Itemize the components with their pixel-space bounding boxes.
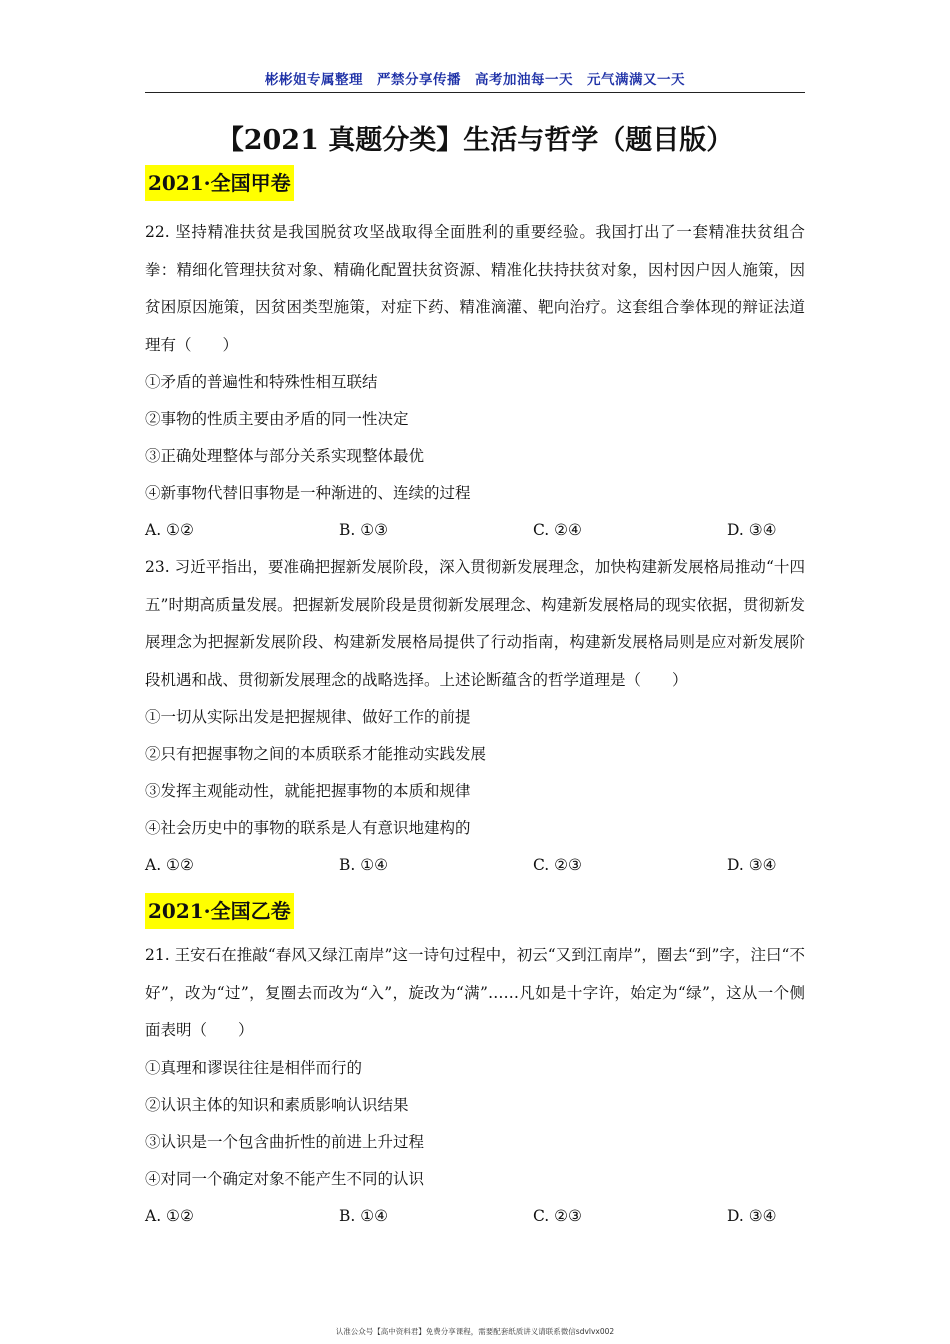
question-option: ④社会历史中的事物的联系是人有意识地建构的 bbox=[145, 819, 471, 837]
page-title: 【2021 真题分类】生活与哲学（题目版） bbox=[216, 125, 734, 156]
question-option: ④对同一个确定对象不能产生不同的认识 bbox=[145, 1169, 425, 1188]
question-option: ①真理和谬误往往是相伴而行的 bbox=[145, 1058, 363, 1077]
choice-a: A. ①② bbox=[145, 521, 194, 539]
question-stem: 22. 坚持精准扶贫是我国脱贫攻坚战取得全面胜利的重要经验。我国打出了一套精准扶贫组合拳：精细化管理扶贫对象、精确化配置扶贫资源、精准化扶持扶贫对象，因村因户因人施策，因贫困原因施策，因贫困类型施策，对症下药、精准滴灌、靶向治疗。这套组合拳体现的辩证法道理有（ ） bbox=[145, 223, 805, 354]
section-heading-jia: 2021·全国甲卷 bbox=[145, 165, 294, 201]
choice-d: D. ③④ bbox=[727, 856, 777, 874]
question-option: ②认识主体的知识和素质影响认识结果 bbox=[145, 1095, 409, 1114]
answer-choices bbox=[145, 1198, 805, 1235]
question-option: ①矛盾的普遍性和特殊性相互联结 bbox=[145, 373, 378, 391]
question-21 bbox=[145, 937, 805, 1235]
question-stem: 21. 王安石在推敲“春风又绿江南岸”这一诗句过程中，初云“又到江南岸”，圈去“到”字，注曰“不好”，改为“过”，复圈去而改为“入”，旋改为“满”……凡如是十字许，始定为“绿”，这从一个侧面表明（ ） bbox=[145, 946, 805, 1039]
question-option: ③正确处理整体与部分关系实现整体最优 bbox=[145, 447, 425, 465]
question-23 bbox=[145, 549, 805, 884]
choice-c: C. ②③ bbox=[533, 1206, 582, 1225]
question-option: ③认识是一个包含曲折性的前进上升过程 bbox=[145, 1132, 425, 1151]
choice-b: B. ①③ bbox=[339, 521, 389, 539]
choice-d: D. ③④ bbox=[727, 521, 777, 539]
question-22 bbox=[145, 214, 805, 549]
answer-choices bbox=[145, 512, 805, 549]
choice-a: A. ①② bbox=[145, 856, 194, 874]
header-banner: 彬彬姐专属整理 严禁分享传播 高考加油每一天 元气满满又一天 bbox=[265, 72, 685, 88]
choice-b: B. ①④ bbox=[339, 1206, 389, 1225]
choice-b: B. ①④ bbox=[339, 856, 389, 874]
question-option: ①一切从实际出发是把握规律、做好工作的前提 bbox=[145, 708, 471, 726]
answer-choices bbox=[145, 847, 805, 884]
question-option: ②只有把握事物之间的本质联系才能推动实践发展 bbox=[145, 745, 487, 763]
footer-note: 认准公众号【高中资料君】免费分享课程，需要配套纸质讲义请联系微信sdvlvx002 bbox=[335, 1327, 615, 1336]
choice-c: C. ②③ bbox=[533, 856, 582, 874]
header-divider bbox=[145, 92, 805, 93]
section-heading-yi: 2021·全国乙卷 bbox=[145, 893, 294, 929]
question-option: ④新事物代替旧事物是一种渐进的、连续的过程 bbox=[145, 484, 471, 502]
question-option: ②事物的性质主要由矛盾的同一性决定 bbox=[145, 410, 409, 428]
question-option: ③发挥主观能动性，就能把握事物的本质和规律 bbox=[145, 782, 471, 800]
question-stem: 23. 习近平指出，要准确把握新发展阶段，深入贯彻新发展理念，加快构建新发展格局推动“十四五”时期高质量发展。把握新发展阶段是贯彻新发展理念、构建新发展格局的现实依据，贯彻新发展理念为把握新发展阶段、构建新发展格局提供了行动指南，构建新发展格局则是应对新发展阶段机遇和战、贯彻新发展理念的战略选择。上述论断蕴含的哲学道理是（ ） bbox=[145, 558, 805, 689]
choice-a: A. ①② bbox=[145, 1206, 194, 1225]
choice-d: D. ③④ bbox=[727, 1206, 777, 1225]
choice-c: C. ②④ bbox=[533, 521, 582, 539]
